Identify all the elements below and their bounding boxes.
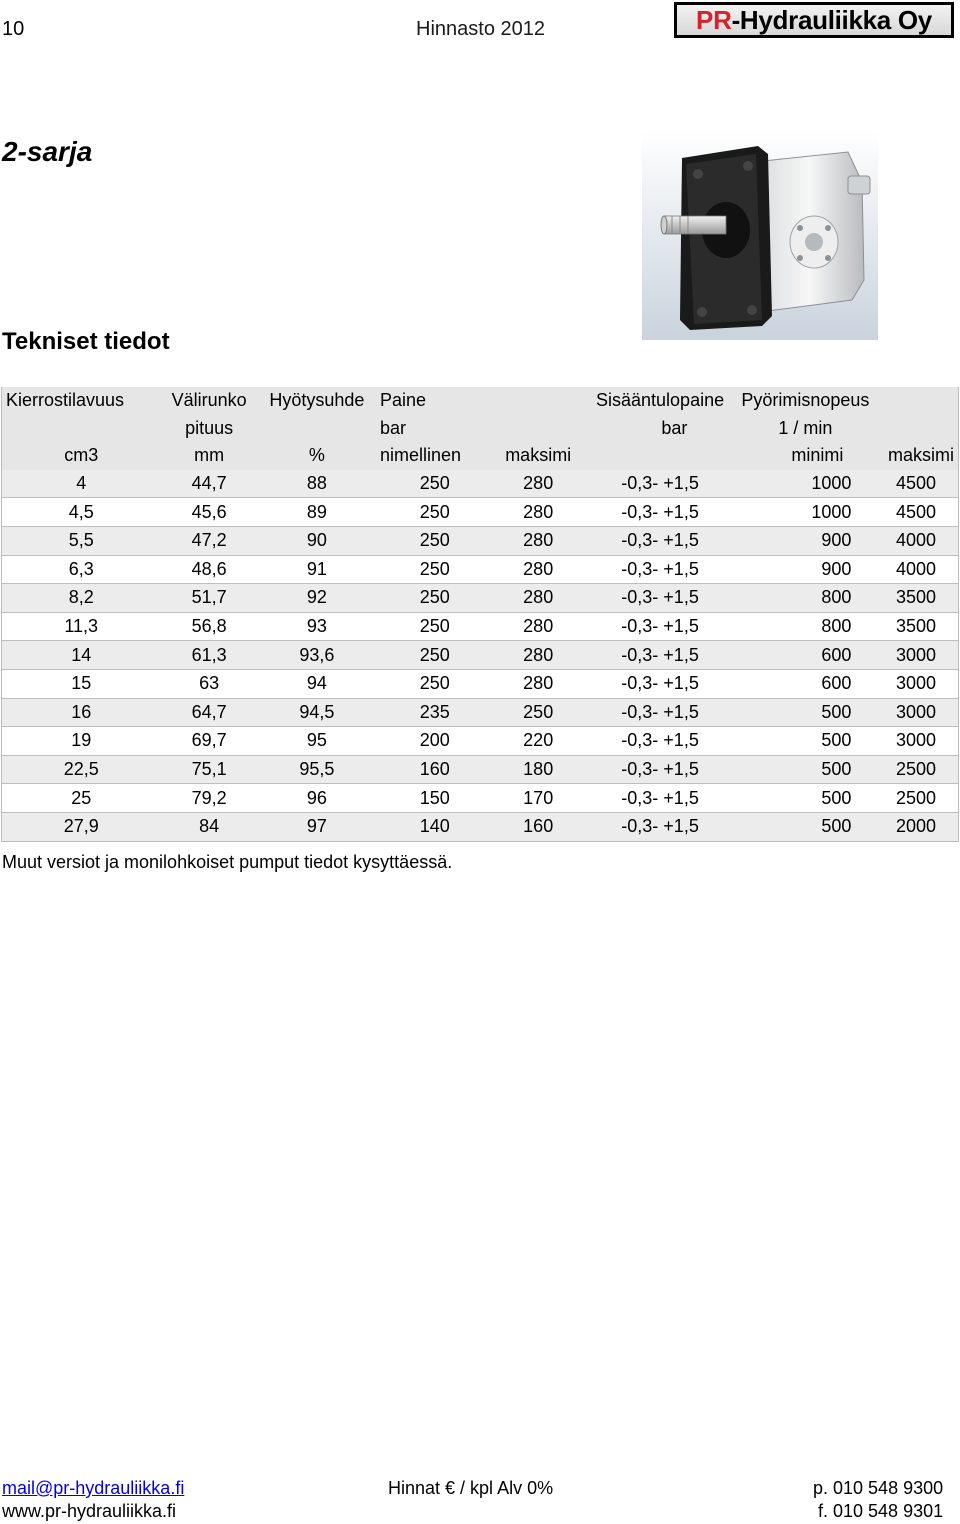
table-row: [2, 498, 959, 527]
table-cell: 250: [376, 669, 494, 698]
table-cell: 4: [2, 470, 161, 498]
table-cell: 61,3: [160, 641, 257, 670]
table-cell: 51,7: [160, 584, 257, 613]
table-row: [2, 698, 959, 727]
header-cell: Sisääntulopaine: [583, 387, 738, 415]
header-cell: bar: [376, 415, 494, 443]
table-cell: 280: [494, 555, 583, 584]
table-cell: -0,3- +1,5: [583, 526, 738, 555]
header-cell: cm3: [2, 442, 161, 470]
table-cell: 280: [494, 584, 583, 613]
price-note: Hinnat € / kpl Alv 0%: [388, 1478, 554, 1498]
header-cell: [873, 387, 958, 415]
table-cell: -0,3- +1,5: [583, 470, 738, 498]
table-cell: 280: [494, 612, 583, 641]
table-cell: 150: [376, 784, 494, 813]
logo-prefix: PR: [696, 4, 732, 35]
table-cell: -0,3- +1,5: [583, 727, 738, 756]
table-cell: 56,8: [160, 612, 257, 641]
table-cell: -0,3- +1,5: [583, 755, 738, 784]
header-cell: nimellinen: [376, 442, 494, 470]
table-cell: 44,7: [160, 470, 257, 498]
table-cell: 63: [160, 669, 257, 698]
table-cell: 3000: [873, 698, 958, 727]
header-cell: bar: [583, 415, 738, 443]
table-cell: 235: [376, 698, 494, 727]
table-cell: -0,3- +1,5: [583, 498, 738, 527]
header-cell: Hyötysuhde: [258, 387, 376, 415]
table-cell: 250: [376, 584, 494, 613]
header-row-1: [2, 387, 959, 415]
table-cell: 1000: [737, 470, 873, 498]
table-cell: 250: [376, 555, 494, 584]
table-cell: 280: [494, 669, 583, 698]
table-cell: 500: [737, 784, 873, 813]
table-cell: 250: [494, 698, 583, 727]
table-cell: 160: [376, 755, 494, 784]
gear-pump-image: [642, 130, 878, 340]
table-cell: 92: [258, 584, 376, 613]
website-text: www.pr-hydrauliikka.fi: [2, 1501, 177, 1521]
table-row: [2, 612, 959, 641]
table-cell: 19: [2, 727, 161, 756]
table-cell: 2500: [873, 784, 958, 813]
table-cell: 11,3: [2, 612, 161, 641]
header-cell: [873, 415, 958, 443]
table-cell: 3500: [873, 612, 958, 641]
page-number: 10: [2, 18, 25, 40]
table-cell: 48,6: [160, 555, 257, 584]
document-title: Hinnasto 2012: [416, 18, 545, 40]
table-cell: -0,3- +1,5: [583, 555, 738, 584]
table-cell: 600: [737, 641, 873, 670]
table-cell: 25: [2, 784, 161, 813]
series-title: 2-sarja: [2, 136, 93, 167]
table-row: [2, 669, 959, 698]
table-cell: 800: [737, 584, 873, 613]
table-cell: 180: [494, 755, 583, 784]
table-cell: 22,5: [2, 755, 161, 784]
table-cell: 8,2: [2, 584, 161, 613]
company-logo: [674, 2, 954, 38]
table-cell: 95,5: [258, 755, 376, 784]
header-cell: Välirunko: [160, 387, 257, 415]
table-cell: 280: [494, 526, 583, 555]
header-cell: [2, 415, 161, 443]
table-cell: 47,2: [160, 526, 257, 555]
table-row: [2, 555, 959, 584]
table-cell: 3000: [873, 641, 958, 670]
table-cell: 200: [376, 727, 494, 756]
header-cell: %: [258, 442, 376, 470]
table-cell: 97: [258, 812, 376, 841]
table-cell: 96: [258, 784, 376, 813]
table-cell: 500: [737, 698, 873, 727]
table-row: [2, 470, 959, 498]
phone-number: p. 010 548 9300: [813, 1478, 944, 1498]
table-cell: 4,5: [2, 498, 161, 527]
table-cell: 2500: [873, 755, 958, 784]
fax-number: f. 010 548 9301: [818, 1501, 944, 1521]
table-cell: 4000: [873, 526, 958, 555]
table-row: [2, 784, 959, 813]
table-cell: 500: [737, 727, 873, 756]
table-cell: 600: [737, 669, 873, 698]
table-cell: -0,3- +1,5: [583, 698, 738, 727]
header-cell: [494, 415, 583, 443]
table-cell: 140: [376, 812, 494, 841]
table-cell: 14: [2, 641, 161, 670]
table-cell: 79,2: [160, 784, 257, 813]
table-cell: 250: [376, 612, 494, 641]
header-cell: [583, 442, 738, 470]
table-cell: 93,6: [258, 641, 376, 670]
table-cell: -0,3- +1,5: [583, 612, 738, 641]
header-cell: pituus: [160, 415, 257, 443]
table-row: [2, 584, 959, 613]
table-cell: 2000: [873, 812, 958, 841]
table-cell: 27,9: [2, 812, 161, 841]
table-cell: -0,3- +1,5: [583, 669, 738, 698]
table-cell: 220: [494, 727, 583, 756]
table-cell: 280: [494, 470, 583, 498]
table-cell: 6,3: [2, 555, 161, 584]
table-cell: 900: [737, 526, 873, 555]
header-cell: 1 / min: [737, 415, 873, 443]
email-link[interactable]: [2, 1478, 184, 1499]
table-cell: 280: [494, 498, 583, 527]
table-cell: 3500: [873, 584, 958, 613]
table-row: [2, 812, 959, 841]
table-row: [2, 641, 959, 670]
table-cell: 280: [494, 641, 583, 670]
table-cell: 4000: [873, 555, 958, 584]
table-cell: 94,5: [258, 698, 376, 727]
header-cell: mm: [160, 442, 257, 470]
header-cell: Pyörimisnopeus: [737, 387, 873, 415]
table-cell: 94: [258, 669, 376, 698]
footnote: Muut versiot ja monilohkoiset pumput tiedot kysyttäessä.: [2, 852, 453, 872]
spec-table: [1, 387, 959, 842]
table-cell: 500: [737, 812, 873, 841]
table-cell: 64,7: [160, 698, 257, 727]
header-row-2: [2, 415, 959, 443]
table-cell: 250: [376, 470, 494, 498]
header-cell: Paine: [376, 387, 494, 415]
header-cell: maksimi: [494, 442, 583, 470]
table-cell: 3000: [873, 727, 958, 756]
table-cell: 45,6: [160, 498, 257, 527]
table-cell: -0,3- +1,5: [583, 784, 738, 813]
table-cell: 69,7: [160, 727, 257, 756]
table-cell: 91: [258, 555, 376, 584]
table-cell: 250: [376, 526, 494, 555]
header-row-3: [2, 442, 959, 470]
header-cell: [258, 415, 376, 443]
table-cell: 84: [160, 812, 257, 841]
table-cell: 75,1: [160, 755, 257, 784]
table-cell: 800: [737, 612, 873, 641]
table-cell: 15: [2, 669, 161, 698]
table-cell: 170: [494, 784, 583, 813]
header-cell: maksimi: [873, 442, 958, 470]
table-cell: 89: [258, 498, 376, 527]
table-cell: 16: [2, 698, 161, 727]
email-text[interactable]: mail@pr-hydrauliikka.fi: [2, 1478, 185, 1498]
table-cell: 250: [376, 641, 494, 670]
table-cell: 160: [494, 812, 583, 841]
table-cell: 1000: [737, 498, 873, 527]
header-cell: minimi: [737, 442, 873, 470]
header-cell: Kierrostilavuus: [2, 387, 161, 415]
table-cell: 95: [258, 727, 376, 756]
table-cell: 90: [258, 526, 376, 555]
table-cell: 4500: [873, 470, 958, 498]
header-cell: [494, 387, 583, 415]
table-cell: -0,3- +1,5: [583, 584, 738, 613]
table-cell: 250: [376, 498, 494, 527]
table-cell: -0,3- +1,5: [583, 641, 738, 670]
table-row: [2, 755, 959, 784]
table-cell: 3000: [873, 669, 958, 698]
table-cell: 88: [258, 470, 376, 498]
table-cell: 5,5: [2, 526, 161, 555]
table-cell: -0,3- +1,5: [583, 812, 738, 841]
table-row: [2, 727, 959, 756]
table-row: [2, 526, 959, 555]
table-cell: 93: [258, 612, 376, 641]
table-cell: 4500: [873, 498, 958, 527]
logo-rest: -Hydrauliikka Oy: [731, 4, 932, 35]
table-cell: 500: [737, 755, 873, 784]
section-title: Tekniset tiedot: [2, 328, 170, 355]
table-cell: 900: [737, 555, 873, 584]
